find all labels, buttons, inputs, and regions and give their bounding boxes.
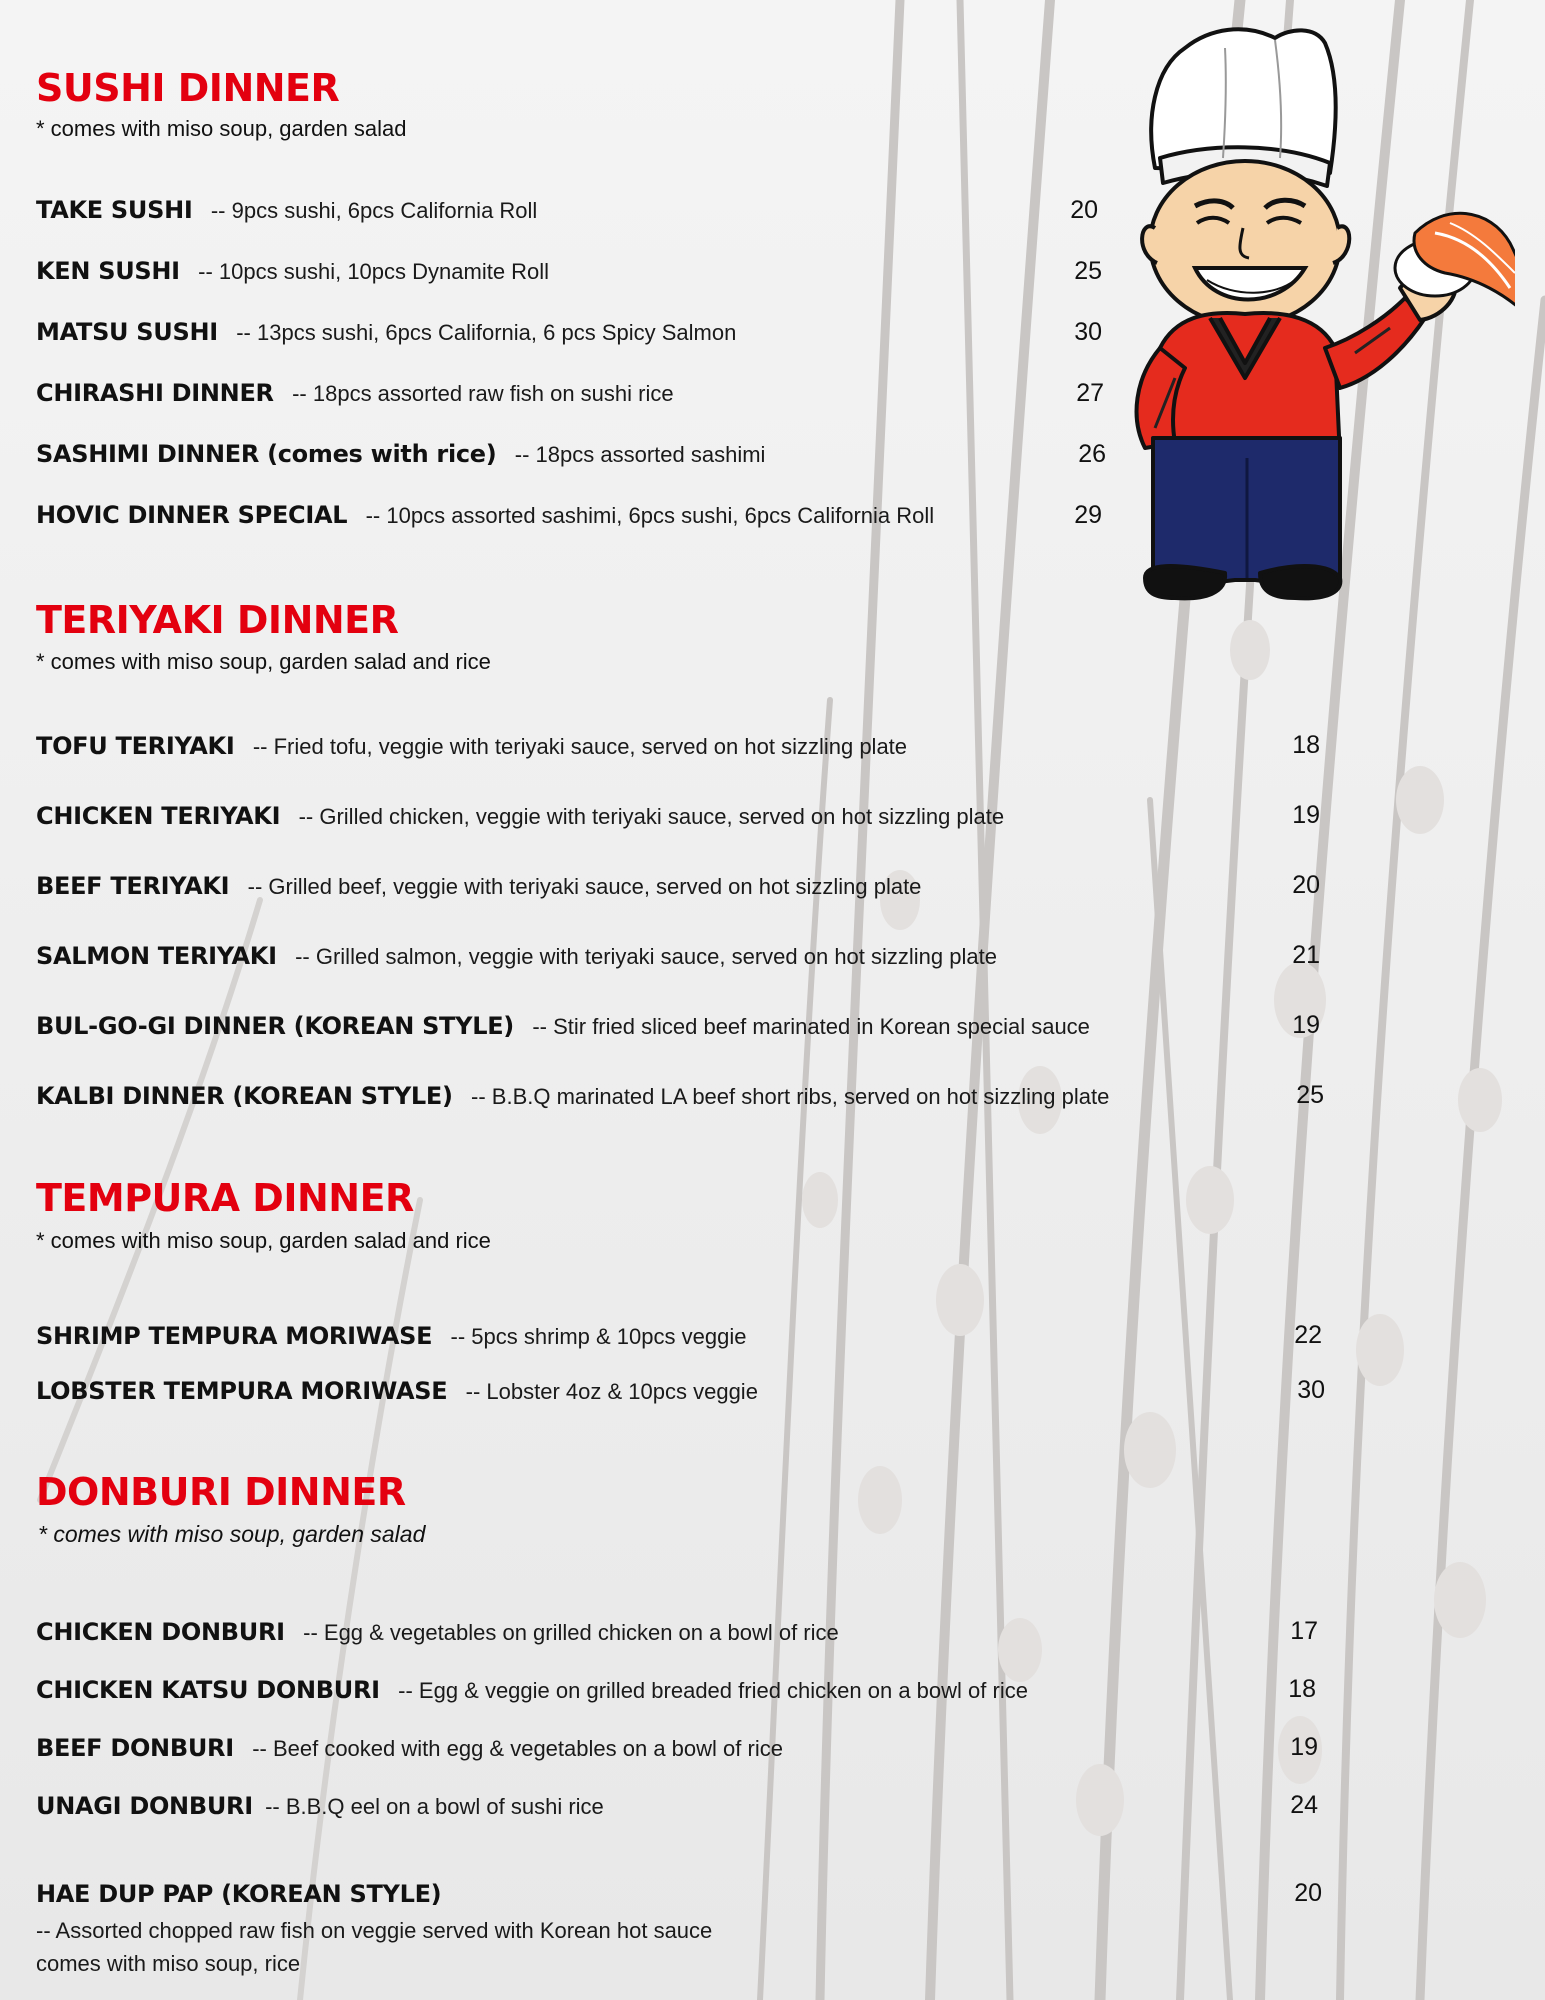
menu-item-chicken-katsu-donburi [36,1676,1028,1704]
item-desc: -- 18pcs assorted raw fish on sushi rice [292,381,674,406]
item-desc: -- Grilled chicken, veggie with teriyaki sauce, served on hot sizzling plate [298,804,1005,829]
menu-item-hovic-dinner-special [36,501,934,529]
item-price: 29 [1074,501,1102,529]
item-name: CHICKEN TERIYAKI [36,802,281,830]
menu-item-ken-sushi [36,257,549,285]
item-price: 20 [1292,871,1320,899]
menu-item-take-sushi [36,196,537,224]
menu-item-kalbi-dinner [36,1082,1109,1110]
menu-item-beef-teriyaki [36,872,921,900]
item-price: 19 [1292,801,1320,829]
menu-item-chicken-donburi [36,1618,839,1646]
item-name: TAKE SUSHI [36,196,193,224]
item-desc: -- 10pcs assorted sashimi, 6pcs sushi, 6pcs California Roll [365,503,935,528]
item-name: KALBI DINNER (KOREAN STYLE) [36,1082,453,1110]
item-name: BEEF TERIYAKI [36,872,230,900]
item-name: HAE DUP PAP (KOREAN STYLE) [36,1880,442,1908]
item-desc: -- Beef cooked with egg & vegetables on a bowl of rice [252,1736,783,1761]
item-desc: -- Grilled beef, veggie with teriyaki sauce, served on hot sizzling plate [247,874,922,899]
item-desc: -- B.B.Q marinated LA beef short ribs, served on hot sizzling plate [471,1084,1110,1109]
menu-item-chicken-teriyaki [36,802,1004,830]
tempura-dinner-note: * comes with miso soup, garden salad and rice [36,1228,491,1253]
menu-item-hae-dup-pap [36,1880,441,1908]
item-desc: -- Grilled salmon, veggie with teriyaki sauce, served on hot sizzling plate [295,944,997,969]
item-name: CHIRASHI DINNER [36,379,274,407]
menu-item-unagi-donburi [36,1792,604,1820]
item-price: 19 [1290,1733,1318,1761]
sushi-dinner-heading: SUSHI DINNER [36,66,340,110]
item-desc: -- Lobster 4oz & 10pcs veggie [465,1379,758,1404]
item-desc: -- 13pcs sushi, 6pcs California, 6 pcs Spicy Salmon [236,320,737,345]
item-desc: -- 10pcs sushi, 10pcs Dynamite Roll [198,259,550,284]
item-price: 17 [1290,1617,1318,1645]
menu-item-chirashi-dinner [36,379,674,407]
item-price: 21 [1292,941,1320,969]
item-price: 19 [1292,1011,1320,1039]
hae-dup-pap-note: comes with miso soup, rice [36,1951,301,1976]
item-price: 18 [1288,1675,1316,1703]
teriyaki-dinner-heading: TERIYAKI DINNER [36,598,399,642]
item-desc: -- Egg & vegetables on grilled chicken on a bowl of rice [303,1620,839,1645]
teriyaki-dinner-note: * comes with miso soup, garden salad and rice [36,649,491,674]
item-name: CHICKEN DONBURI [36,1618,285,1646]
item-price: 20 [1294,1879,1322,1907]
item-desc: -- B.B.Q eel on a bowl of sushi rice [265,1794,604,1819]
menu-item-salmon-teriyaki [36,942,997,970]
tempura-dinner-heading: TEMPURA DINNER [36,1176,414,1220]
item-desc: -- 5pcs shrimp & 10pcs veggie [450,1324,747,1349]
item-price: 24 [1290,1791,1318,1819]
item-name: MATSU SUSHI [36,318,218,346]
item-name: KEN SUSHI [36,257,180,285]
item-name: SASHIMI DINNER (comes with rice) [36,440,497,468]
item-name: TOFU TERIYAKI [36,732,235,760]
item-price: 20 [1070,196,1098,224]
sushi-chef-illustration [1115,18,1515,618]
item-name: HOVIC DINNER SPECIAL [36,501,348,529]
menu-item-tofu-teriyaki [36,732,907,760]
item-name: BEEF DONBURI [36,1734,234,1762]
sushi-dinner-note: * comes with miso soup, garden salad [36,116,407,141]
menu-item-sashimi-dinner [36,440,765,468]
item-price: 30 [1074,318,1102,346]
item-price: 25 [1074,257,1102,285]
item-name: LOBSTER TEMPURA MORIWASE [36,1377,448,1405]
item-price: 26 [1078,440,1106,468]
item-name: CHICKEN KATSU DONBURI [36,1676,380,1704]
item-price: 18 [1292,731,1320,759]
item-name: SHRIMP TEMPURA MORIWASE [36,1322,433,1350]
item-price: 25 [1296,1081,1324,1109]
menu-item-beef-donburi [36,1734,783,1762]
item-name: SALMON TERIYAKI [36,942,277,970]
menu-item-matsu-sushi [36,318,736,346]
item-price: 22 [1294,1321,1322,1349]
donburi-dinner-heading: DONBURI DINNER [36,1470,406,1514]
item-desc: -- 18pcs assorted sashimi [514,442,766,467]
item-desc: -- Stir fried sliced beef marinated in Korean special sauce [532,1014,1090,1039]
menu-item-shrimp-tempura-moriwase [36,1322,746,1350]
item-desc: -- Egg & veggie on grilled breaded fried chicken on a bowl of rice [398,1678,1028,1703]
donburi-dinner-note: * comes with miso soup, garden salad [38,1521,426,1547]
item-desc: -- 9pcs sushi, 6pcs California Roll [210,198,538,223]
hae-dup-pap-desc: -- Assorted chopped raw fish on veggie served with Korean hot sauce [36,1918,713,1943]
item-desc: -- Fried tofu, veggie with teriyaki sauce, served on hot sizzling plate [252,734,908,759]
item-price: 30 [1297,1376,1325,1404]
menu-item-lobster-tempura-moriwase [36,1377,758,1405]
item-name: BUL-GO-GI DINNER (KOREAN STYLE) [36,1012,514,1040]
menu-item-bul-go-gi-dinner [36,1012,1090,1040]
item-name: UNAGI DONBURI [36,1792,253,1820]
item-price: 27 [1076,379,1104,407]
